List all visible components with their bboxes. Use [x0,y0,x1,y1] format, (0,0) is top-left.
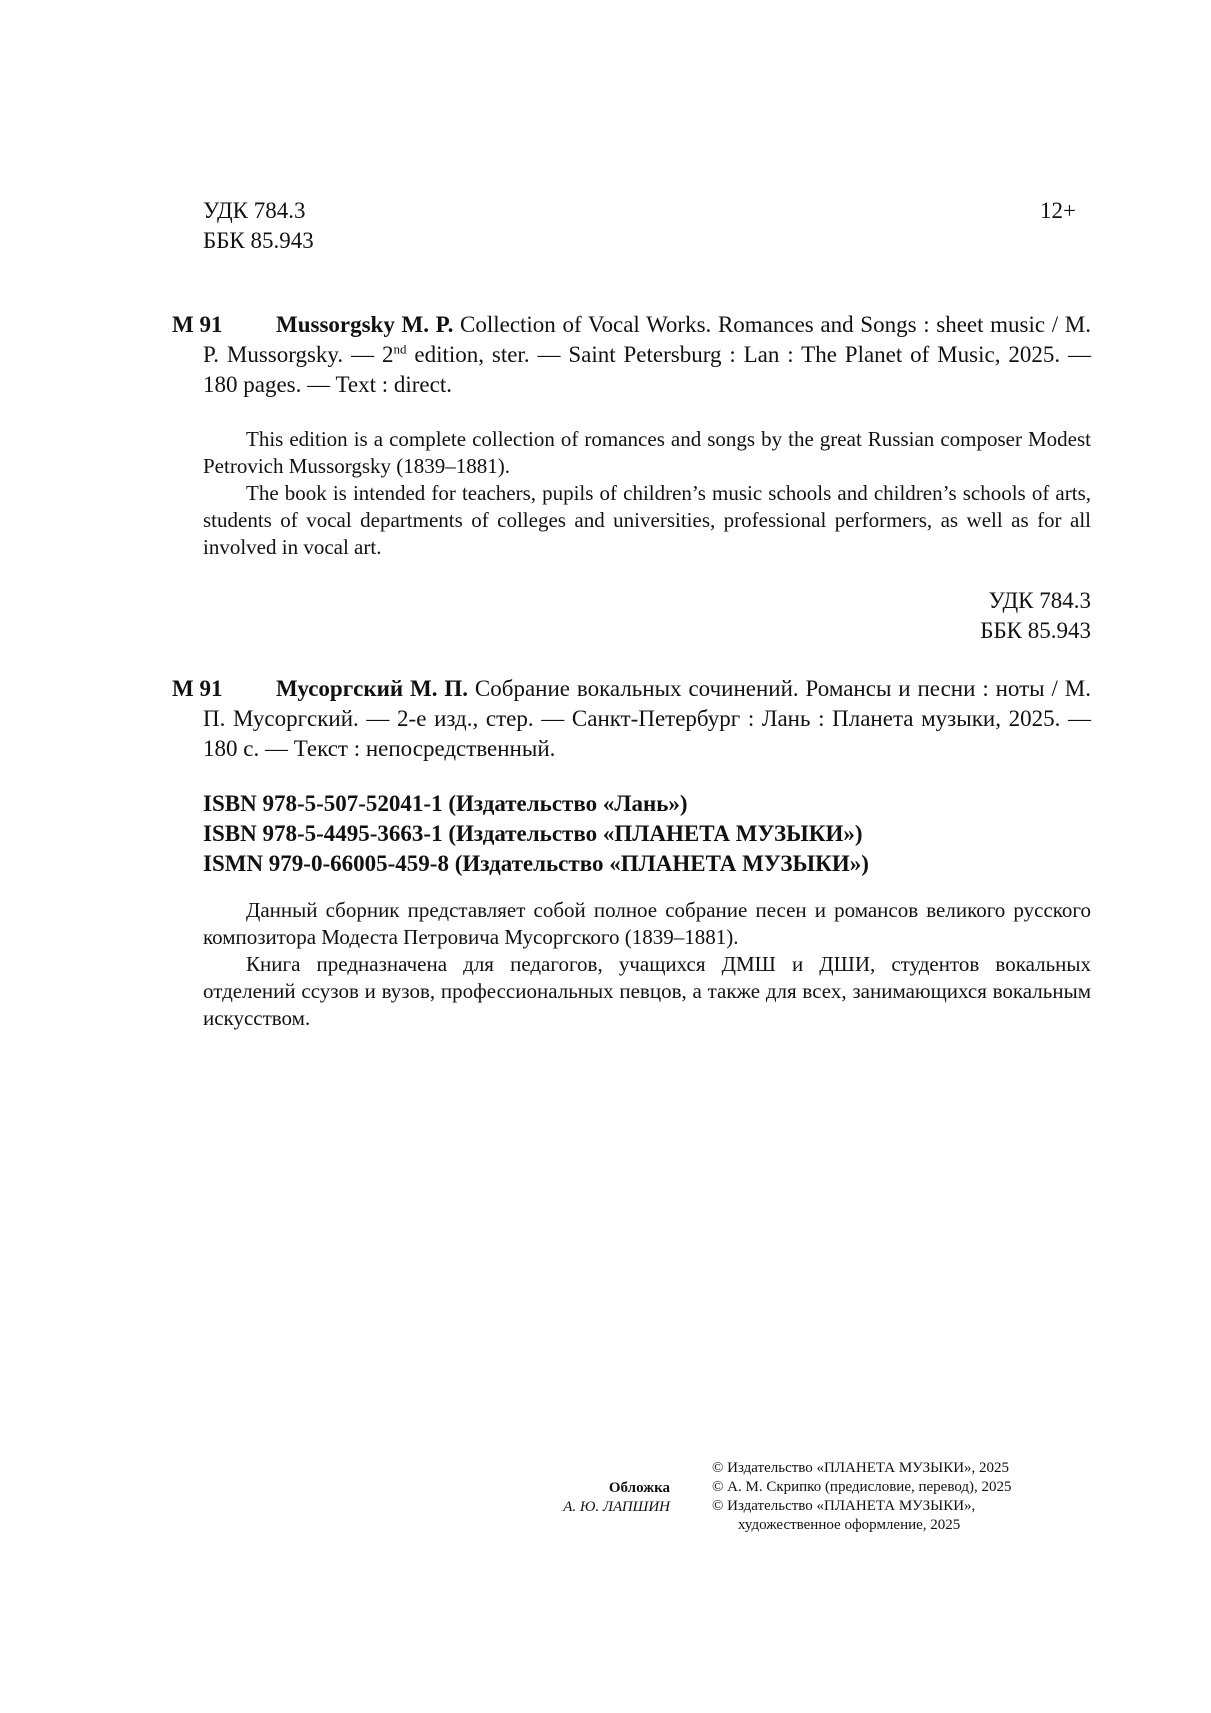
udk-code-mid: УДК 784.3 [988,588,1091,613]
udk-code: УДК 784.3 [203,198,306,223]
bbk-code-mid: ББК 85.943 [980,618,1091,643]
bbk-code: ББК 85.943 [203,228,314,253]
copyright-line-4: художественное оформление, 2025 [738,1517,961,1533]
isbn-planet: ISBN 978-5-4495-3663-1 (Издательство «ПЛАНЕТА МУЗЫКИ») [203,821,863,846]
age-rating: 12+ [1040,198,1076,223]
author-name-en: Mussorgsky M. P. [276,312,454,337]
bibliographic-entry-ru: Мусоргский М. П. Собрание вокальных сочинений. Романсы и песни : ноты / М. П. Мусоргский. — 2-е изд., стер. — Санкт-Петербург : Лань : Планета музыки, 2025. — 180 с. — Текст : непосредственный. [203,676,1091,761]
copyright-line-1: © Издательство «ПЛАНЕТА МУЗЫКИ», 2025 [712,1460,1010,1476]
top-classification [203,196,314,256]
mid-classification [700,586,1091,646]
annotation-en [203,426,1091,561]
edition-superscript: nd [393,341,407,357]
author-name-ru: Мусоргский М. П. [276,676,469,701]
isbn-lan: ISBN 978-5-507-52041-1 (Издательство «Лань») [203,791,688,816]
annotation-ru-p1: Данный сборник представляет собой полное собрание песен и романсов великого русского композитора Модеста Петровича Мусоргского (1839–1881). [203,898,1091,949]
author-mark-ru: М 91 [172,676,223,701]
annotation-en-p1: This edition is a complete collection of romances and songs by the great Russian composer Modest Petrovich Mussorgsky (1839–1881). [203,427,1091,478]
cover-credit [500,1479,670,1517]
cover-artist: А. Ю. ЛАПШИН [563,1499,670,1515]
copyright-line-2: © А. М. Скрипко (предисловие, перевод), 2025 [712,1479,1012,1495]
cover-label: Обложка [608,1480,670,1496]
copyright-block [712,1459,1012,1535]
copyright-line-3: © Издательство «ПЛАНЕТА МУЗЫКИ», [712,1498,976,1514]
identifiers-block [203,789,869,879]
author-mark-en: М 91 [172,312,223,337]
ismn-planet: ISMN 979-0-66005-459-8 (Издательство «ПЛАНЕТА МУЗЫКИ») [203,851,869,876]
bibliographic-entry-en: Mussorgsky M. P. Collection of Vocal Works. Romances and Songs : sheet music / M. P. Mussorgsky. — 2nd edition, ster. — Saint Petersburg : Lan : The Planet of Music, 2025. — 180 pages. — Text : direct. [203,312,1092,397]
annotation-en-p2: The book is intended for teachers, pupils of children’s music schools and children’s schools of arts, students of vocal departments of colleges and universities, professional performers, as well as for all involved in vocal art. [203,481,1091,559]
annotation-ru-p2: Книга предназначена для педагогов, учащихся ДМШ и ДШИ, студентов вокальных отделений ссузов и вузов, профессиональных певцов, а также для всех, занимающихся вокальным искусством. [203,952,1091,1030]
annotation-ru [203,897,1091,1032]
